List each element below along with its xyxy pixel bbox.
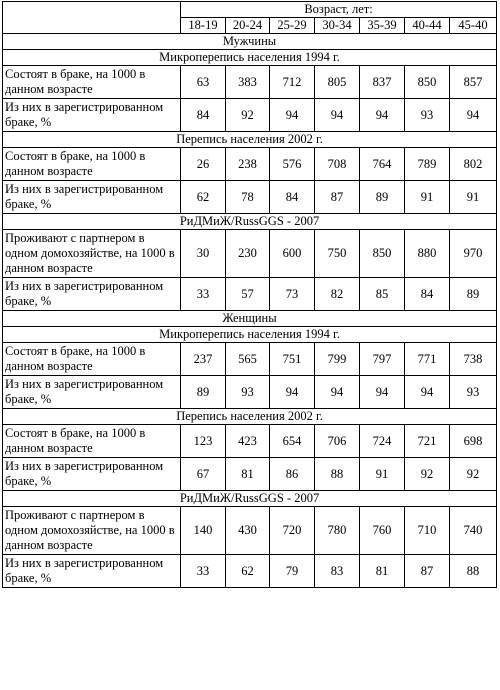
- value-cell: 57: [226, 278, 270, 311]
- value-cell: 91: [360, 458, 405, 491]
- value-cell: 63: [181, 66, 226, 99]
- value-cell: 720: [270, 507, 315, 555]
- value-cell: 740: [450, 507, 497, 555]
- value-cell: 87: [315, 181, 360, 214]
- row-label: Из них в зарегистрированном браке, %: [3, 376, 181, 409]
- value-cell: 81: [226, 458, 270, 491]
- source-section-title: Перепись населения 2002 г.: [3, 132, 497, 148]
- value-cell: 94: [270, 376, 315, 409]
- table-row: [3, 278, 497, 311]
- value-cell: 87: [405, 555, 450, 588]
- row-label: Состоят в браке, на 1000 в данном возрасте: [3, 148, 181, 181]
- source-section-row: [3, 409, 497, 425]
- value-cell: 710: [405, 507, 450, 555]
- source-section-title: РиДМиЖ/RussGGS - 2007: [3, 214, 497, 230]
- value-cell: 764: [360, 148, 405, 181]
- value-cell: 94: [315, 99, 360, 132]
- value-cell: 73: [270, 278, 315, 311]
- header-row-title: [3, 2, 497, 18]
- value-cell: 698: [450, 425, 497, 458]
- value-cell: 88: [450, 555, 497, 588]
- value-cell: 92: [226, 99, 270, 132]
- value-cell: 750: [315, 230, 360, 278]
- row-label: Проживают с партнером в одном домохозяйстве, на 1000 в данном возрасте: [3, 230, 181, 278]
- row-label: Состоят в браке, на 1000 в данном возрасте: [3, 66, 181, 99]
- row-label: Из них в зарегистрированном браке, %: [3, 99, 181, 132]
- value-cell: 92: [405, 458, 450, 491]
- age-group-title: Возраст, лет:: [181, 2, 497, 18]
- value-cell: 708: [315, 148, 360, 181]
- value-cell: 84: [405, 278, 450, 311]
- value-cell: 33: [181, 278, 226, 311]
- row-label: Из них в зарегистрированном браке, %: [3, 555, 181, 588]
- value-cell: 93: [450, 376, 497, 409]
- source-section-row: [3, 214, 497, 230]
- age-column-header: 45-40: [450, 18, 497, 34]
- value-cell: 93: [405, 99, 450, 132]
- value-cell: 94: [270, 99, 315, 132]
- value-cell: 799: [315, 343, 360, 376]
- age-column-header: 30-34: [315, 18, 360, 34]
- value-cell: 26: [181, 148, 226, 181]
- value-cell: 238: [226, 148, 270, 181]
- value-cell: 30: [181, 230, 226, 278]
- value-cell: 600: [270, 230, 315, 278]
- value-cell: 760: [360, 507, 405, 555]
- value-cell: 970: [450, 230, 497, 278]
- value-cell: 706: [315, 425, 360, 458]
- value-cell: 33: [181, 555, 226, 588]
- value-cell: 84: [270, 181, 315, 214]
- source-section-title: Микроперепись населения 1994 г.: [3, 50, 497, 66]
- value-cell: 89: [360, 181, 405, 214]
- value-cell: 565: [226, 343, 270, 376]
- value-cell: 67: [181, 458, 226, 491]
- table-body: [3, 34, 497, 588]
- age-column-header: 40-44: [405, 18, 450, 34]
- table-row: [3, 376, 497, 409]
- value-cell: 84: [181, 99, 226, 132]
- table-row: [3, 458, 497, 491]
- row-label: Из них в зарегистрированном браке, %: [3, 458, 181, 491]
- value-cell: 797: [360, 343, 405, 376]
- value-cell: 94: [360, 99, 405, 132]
- row-label: Состоят в браке, на 1000 в данном возрасте: [3, 425, 181, 458]
- value-cell: 78: [226, 181, 270, 214]
- source-section-row: [3, 132, 497, 148]
- value-cell: 237: [181, 343, 226, 376]
- source-section-row: [3, 491, 497, 507]
- value-cell: 86: [270, 458, 315, 491]
- age-column-header: 25-29: [270, 18, 315, 34]
- value-cell: 140: [181, 507, 226, 555]
- value-cell: 857: [450, 66, 497, 99]
- sex-section-row: [3, 311, 497, 327]
- value-cell: 79: [270, 555, 315, 588]
- sex-section-title: Женщины: [3, 311, 497, 327]
- value-cell: 712: [270, 66, 315, 99]
- value-cell: 123: [181, 425, 226, 458]
- corner-cell: [3, 2, 181, 34]
- value-cell: 576: [270, 148, 315, 181]
- sex-section-title: Мужчины: [3, 34, 497, 50]
- value-cell: 89: [450, 278, 497, 311]
- table-row: [3, 230, 497, 278]
- value-cell: 91: [405, 181, 450, 214]
- table-row: [3, 343, 497, 376]
- source-section-title: Перепись населения 2002 г.: [3, 409, 497, 425]
- value-cell: 82: [315, 278, 360, 311]
- marriage-statistics-table: [2, 1, 497, 588]
- value-cell: 85: [360, 278, 405, 311]
- row-label: Проживают с партнером в одном домохозяйстве, на 1000 в данном возрасте: [3, 507, 181, 555]
- value-cell: 654: [270, 425, 315, 458]
- value-cell: 789: [405, 148, 450, 181]
- value-cell: 89: [181, 376, 226, 409]
- value-cell: 850: [405, 66, 450, 99]
- age-column-header: 18-19: [181, 18, 226, 34]
- row-label: Из них в зарегистрированном браке, %: [3, 278, 181, 311]
- table-row: [3, 66, 497, 99]
- source-section-row: [3, 50, 497, 66]
- value-cell: 62: [181, 181, 226, 214]
- value-cell: 738: [450, 343, 497, 376]
- source-section-title: Микроперепись населения 1994 г.: [3, 327, 497, 343]
- row-label: Из них в зарегистрированном браке, %: [3, 181, 181, 214]
- value-cell: 94: [450, 99, 497, 132]
- table-row: [3, 507, 497, 555]
- value-cell: 780: [315, 507, 360, 555]
- value-cell: 94: [360, 376, 405, 409]
- value-cell: 94: [405, 376, 450, 409]
- value-cell: 771: [405, 343, 450, 376]
- value-cell: 751: [270, 343, 315, 376]
- table-row: [3, 555, 497, 588]
- value-cell: 62: [226, 555, 270, 588]
- row-label: Состоят в браке, на 1000 в данном возрасте: [3, 343, 181, 376]
- value-cell: 423: [226, 425, 270, 458]
- value-cell: 880: [405, 230, 450, 278]
- value-cell: 802: [450, 148, 497, 181]
- value-cell: 93: [226, 376, 270, 409]
- table-row: [3, 425, 497, 458]
- table-row: [3, 99, 497, 132]
- value-cell: 81: [360, 555, 405, 588]
- age-column-header: 20-24: [226, 18, 270, 34]
- value-cell: 88: [315, 458, 360, 491]
- table-row: [3, 181, 497, 214]
- value-cell: 83: [315, 555, 360, 588]
- table-row: [3, 148, 497, 181]
- value-cell: 92: [450, 458, 497, 491]
- age-column-header: 35-39: [360, 18, 405, 34]
- value-cell: 850: [360, 230, 405, 278]
- sex-section-row: [3, 34, 497, 50]
- source-section-title: РиДМиЖ/RussGGS - 2007: [3, 491, 497, 507]
- value-cell: 430: [226, 507, 270, 555]
- value-cell: 721: [405, 425, 450, 458]
- value-cell: 94: [315, 376, 360, 409]
- source-section-row: [3, 327, 497, 343]
- value-cell: 383: [226, 66, 270, 99]
- value-cell: 91: [450, 181, 497, 214]
- value-cell: 230: [226, 230, 270, 278]
- value-cell: 724: [360, 425, 405, 458]
- value-cell: 837: [360, 66, 405, 99]
- value-cell: 805: [315, 66, 360, 99]
